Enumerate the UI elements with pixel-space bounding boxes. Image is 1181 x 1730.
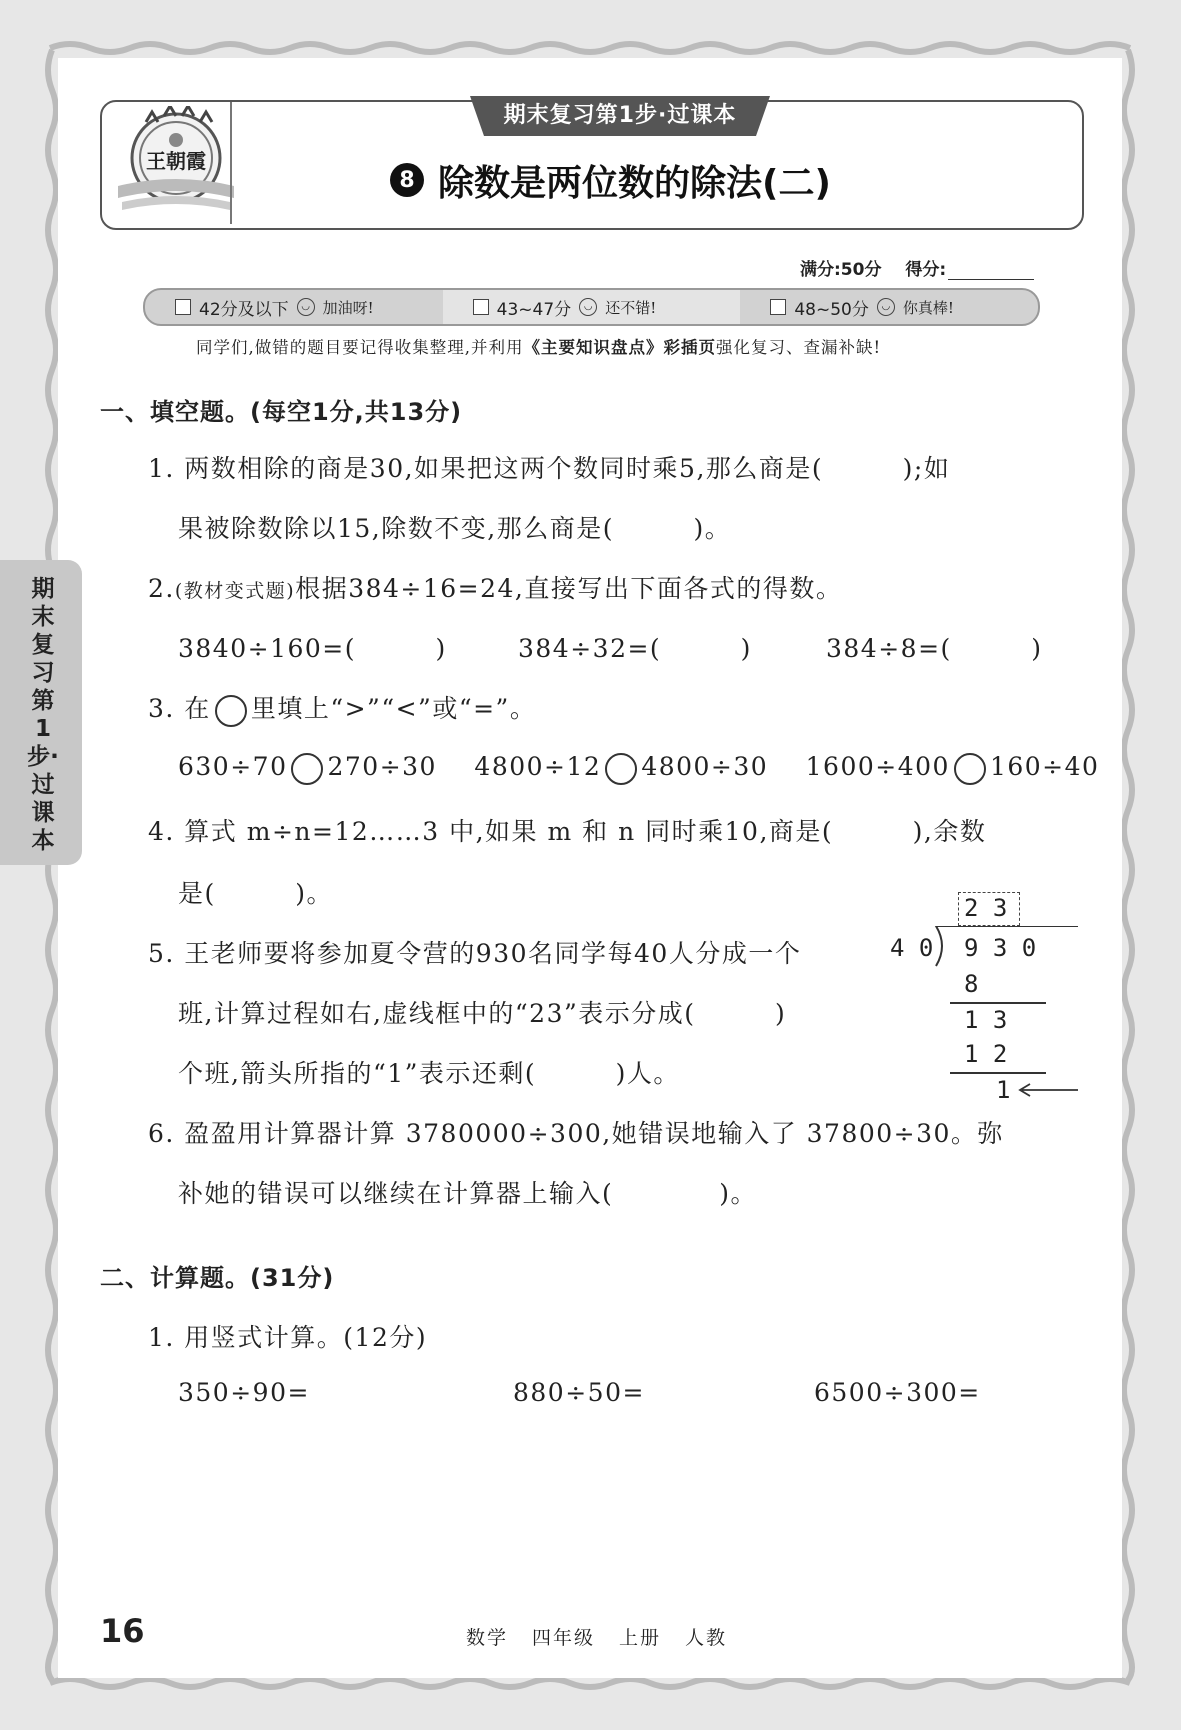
step-3: 1 2 — [964, 1040, 1008, 1068]
q1-line1: 1. 两数相除的商是30,如果把这两个数同时乘5,那么商是( );如 — [148, 454, 951, 483]
footer-volume: 上册 — [619, 1627, 662, 1649]
q3-b-left: 4800÷12 — [474, 752, 602, 781]
tab-label: 期末复习第1步·过课本 — [503, 103, 737, 128]
step-1: 8 — [964, 970, 979, 998]
rating-range: 48~50分 — [794, 299, 869, 320]
q2-c: 384÷8=( ) — [826, 634, 1043, 663]
q4-line2: 是( )。 — [178, 879, 334, 908]
q3-comparisons — [178, 752, 1099, 785]
quotient: 2 3 — [964, 894, 1008, 922]
face-icon: ◡ — [579, 298, 597, 316]
compare-circle[interactable] — [291, 753, 323, 785]
score-label: 得分: — [905, 260, 947, 280]
q1-line2: 果被除数除以15,除数不变,那么商是( )。 — [178, 514, 732, 543]
q3-line — [148, 689, 536, 727]
q2-b: 384÷32=( ) — [518, 634, 752, 663]
tip-bold: 《主要知识盘点》彩插页 — [523, 338, 716, 357]
compare-circle[interactable] — [954, 753, 986, 785]
divider-line — [950, 1072, 1046, 1074]
step-2: 1 3 — [964, 1006, 1008, 1034]
remainder: 1 — [996, 1076, 1011, 1104]
footer-edition: 人教 — [685, 1627, 728, 1649]
q3-c-right: 160÷40 — [989, 752, 1100, 781]
compare-circle[interactable] — [605, 753, 637, 785]
face-icon: ◡ — [297, 298, 315, 316]
circle-icon — [215, 695, 247, 727]
rating-message: 加油呀! — [322, 298, 374, 317]
page-number: 16 — [100, 1612, 145, 1650]
q2-note: (教材变式题) — [174, 580, 296, 602]
q4-line1: 4. 算式 m÷n=12……3 中,如果 m 和 n 同时乘10,商是( ),余数 — [148, 817, 987, 846]
q3-b-right: 4800÷30 — [641, 752, 769, 781]
q3-text-after: 里填上“>”“<”或“=”。 — [250, 694, 537, 723]
page-title — [390, 155, 831, 205]
long-division-diagram — [890, 890, 1080, 1104]
study-tip — [196, 334, 881, 358]
rating-option-1[interactable] — [145, 290, 443, 324]
checkbox-icon[interactable] — [175, 299, 191, 315]
divider-line — [950, 1002, 1046, 1004]
q2-a: 3840÷160=( ) — [178, 634, 447, 663]
rating-range: 42分及以下 — [199, 299, 289, 320]
rating-bar — [143, 288, 1040, 326]
q2-number: 2. — [148, 574, 175, 603]
side-tab-label: 期末复习第1步·过课本 — [27, 576, 59, 854]
footer-info — [466, 1623, 751, 1650]
q2-text: 根据384÷16=24,直接写出下面各式的得数。 — [295, 574, 843, 603]
q2-line — [148, 569, 842, 605]
title-text: 除数是两位数的除法(二) — [438, 162, 831, 204]
s2-c: 6500÷300= — [814, 1378, 981, 1407]
score-blank[interactable] — [948, 263, 1034, 280]
q5-line2: 班,计算过程如右,虚线框中的“23”表示分成( ) — [178, 999, 787, 1028]
s2-b: 880÷50= — [513, 1378, 645, 1407]
checkbox-icon[interactable] — [770, 299, 786, 315]
checkbox-icon[interactable] — [473, 299, 489, 315]
q5-line1: 5. 王老师要将参加夏令营的930名同学每40人分成一个 — [148, 939, 802, 968]
section-number-badge: 8 — [390, 163, 424, 197]
rating-message: 你真棒! — [902, 298, 954, 317]
divisor: 4 0 — [890, 934, 934, 962]
dividend: 9 3 0 — [964, 934, 1037, 962]
full-score: 满分:50分 — [800, 260, 882, 280]
tip-text-end: 强化复习、查漏补缺! — [716, 338, 882, 357]
q3-a-left: 630÷70 — [178, 752, 288, 781]
q6-line1: 6. 盈盈用计算器计算 3780000÷300,她错误地输入了 37800÷30。弥 — [148, 1119, 1004, 1148]
s2-a: 350÷90= — [178, 1378, 310, 1407]
section-2-title: 二、计算题。(31分) — [100, 1264, 335, 1292]
face-icon: ◡ — [877, 298, 895, 316]
footer-grade: 四年级 — [532, 1627, 596, 1649]
rating-range: 43~47分 — [496, 299, 572, 320]
brand-logo — [118, 106, 234, 216]
s2-q1: 1. 用竖式计算。(12分) — [148, 1323, 428, 1352]
q3-c-left: 1600÷400 — [805, 752, 950, 781]
logo-text: 王朝霞 — [146, 149, 206, 173]
q5-line3: 个班,箭头所指的“1”表示还剩( )人。 — [178, 1059, 680, 1088]
rating-option-2[interactable] — [443, 290, 741, 324]
q6-line2: 补她的错误可以继续在计算器上输入( )。 — [178, 1179, 758, 1208]
logo-divider — [230, 102, 232, 224]
q3-text-before: 3. 在 — [148, 694, 211, 723]
score-line — [800, 255, 1034, 280]
tip-text: 同学们,做错的题目要记得收集整理,并利用 — [196, 338, 524, 357]
rating-message: 还不错! — [605, 298, 657, 317]
arrow-left-icon — [1016, 1082, 1080, 1098]
q3-a-right: 270÷30 — [327, 752, 437, 781]
section-1-title: 一、填空题。(每空1分,共13分) — [100, 398, 463, 426]
rating-option-3[interactable] — [740, 290, 1038, 324]
footer-subject: 数学 — [466, 1627, 509, 1649]
